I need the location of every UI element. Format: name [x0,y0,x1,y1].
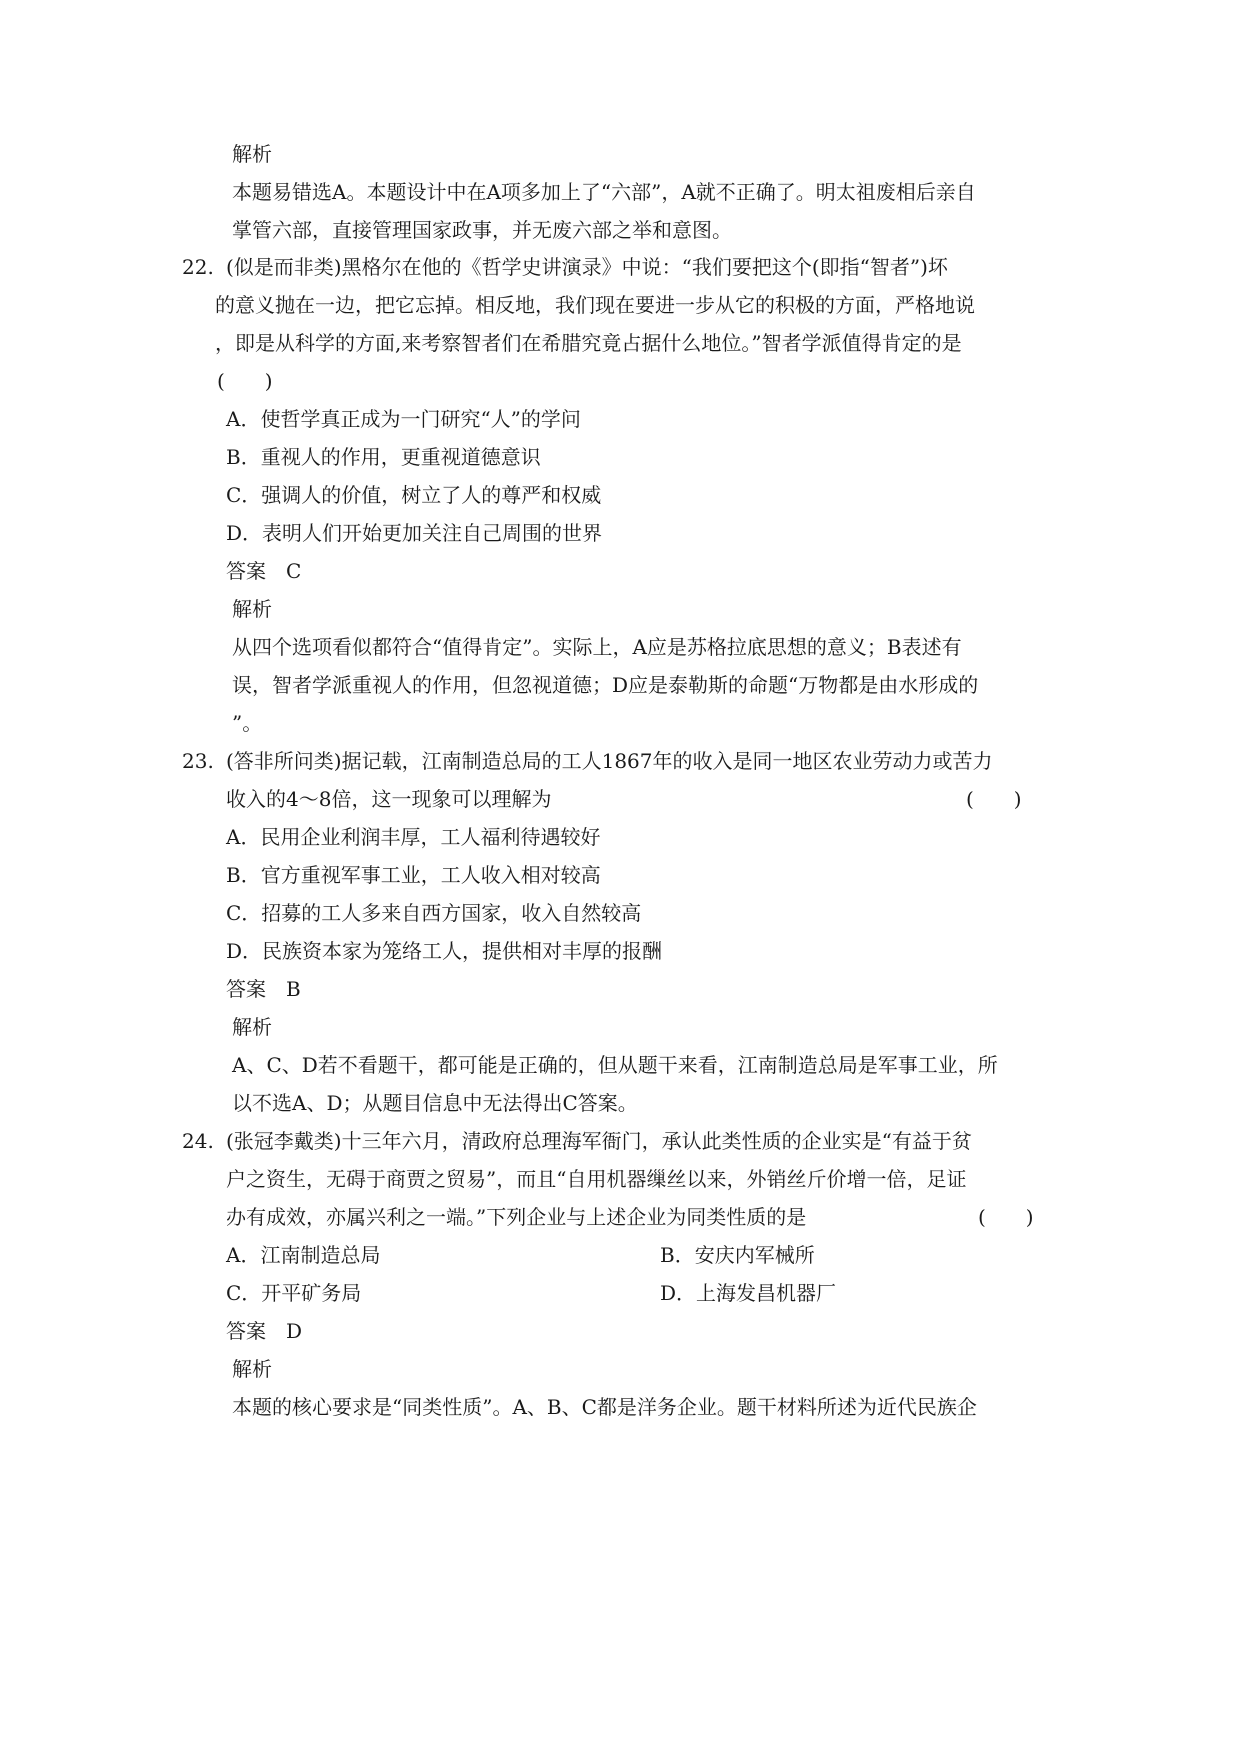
option-c: C．开平矿务局 [226,1281,362,1305]
analysis-line: 掌管六部，直接管理国家政事，并无废六部之举和意图。 [232,218,732,242]
option-a: A．使哲学真正成为一门研究“人”的学问 [226,407,581,431]
option-d: D．民族资本家为笼络工人，提供相对丰厚的报酬 [226,939,663,963]
analysis-label: 解析 [232,1015,272,1039]
answer-paren: ( ) [966,787,1022,811]
option-d: D．上海发昌机器厂 [660,1281,837,1305]
option-a: A．民用企业利润丰厚，工人福利待遇较好 [226,825,601,849]
analysis-line: 误，智者学派重视人的作用，但忽视道德；D应是泰勒斯的命题“万物都是由水形成的 [232,673,979,697]
analysis-line: 从四个选项看似都符合“值得肯定”。实际上，A应是苏格拉底思想的意义；B表述有 [232,635,962,659]
option-b: B．安庆内军械所 [660,1243,815,1267]
question-stem-line: (似是而非类)黑格尔在他的《哲学史讲演录》中说：“我们要把这个(即指“智者”)坏 [226,255,948,279]
question-number: 23. [182,749,214,773]
question-stem-line: 收入的4～8倍，这一现象可以理解为 [226,787,552,811]
option-c: C．强调人的价值，树立了人的尊严和权威 [226,483,602,507]
question-stem-line: (答非所问类)据记载，江南制造总局的工人1867年的收入是同一地区农业劳动力或苦力 [226,749,993,773]
answer-paren: ( ) [978,1205,1034,1229]
analysis-label: 解析 [232,1357,272,1381]
analysis-label: 解析 [232,142,272,166]
option-a: A．江南制造总局 [226,1243,381,1267]
analysis-line: 本题易错选A。本题设计中在A项多加上了“六部”，A就不正确了。明太祖废相后亲自 [232,180,976,204]
answer-paren: ( ) [217,369,273,393]
option-c: C．招募的工人多来自西方国家，收入自然较高 [226,901,642,925]
question-stem-line: 户之资生，无碍于商贾之贸易”，而且“自用机器缫丝以来，外销丝斤价增一倍，足证 [226,1167,967,1191]
answer: 答案 D [226,1319,303,1343]
question-stem-line: ，即是从科学的方面,来考察智者们在希腊究竟占据什么地位。”智者学派值得肯定的是 [215,331,962,355]
analysis-line: A、C、D若不看题干，都可能是正确的，但从题干来看，江南制造总局是军事工业，所 [232,1053,998,1077]
answer: 答案 B [226,977,301,1001]
question-stem-line: 办有成效，亦属兴利之一端。”下列企业与上述企业为同类性质的是 [226,1205,807,1229]
question-number: 24. [182,1129,214,1153]
question-stem-line: 的意义抛在一边，把它忘掉。相反地，我们现在要进一步从它的积极的方面，严格地说 [215,293,975,317]
analysis-line: 本题的核心要求是“同类性质”。A、B、C都是洋务企业。题干材料所述为近代民族企 [232,1395,977,1419]
analysis-line: ”。 [232,711,263,735]
question-number: 22. [182,255,214,279]
question-stem-line: (张冠李戴类)十三年六月，清政府总理海军衙门，承认此类性质的企业实是“有益于贫 [226,1129,972,1153]
option-b: B．重视人的作用，更重视道德意识 [226,445,541,469]
option-b: B．官方重视军事工业，工人收入相对较高 [226,863,601,887]
analysis-line: 以不选A、D；从题目信息中无法得出C答案。 [232,1091,638,1115]
option-d: D．表明人们开始更加关注自己周围的世界 [226,521,603,545]
analysis-label: 解析 [232,597,272,621]
answer: 答案 C [226,559,302,583]
